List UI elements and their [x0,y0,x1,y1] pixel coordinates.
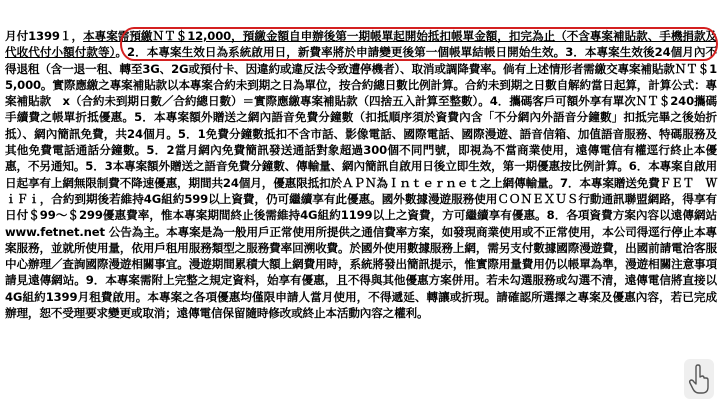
prepaid-clause-highlighted: 本專案需預繳ＮＴ＄12,000，預繳金額自申辦後第一期帳單起開始抵扣帳單金額，扣完為止（不含專案補貼款、手機捐款及代收代付小額付款等） [5,29,717,60]
pointer-hand-icon [688,364,710,394]
terms-text [5,28,717,321]
pointer-hand-button[interactable] [684,359,714,399]
terms-intro: 月付1399１， [5,29,84,43]
terms-body: 。2．本專案生效日為系統啟用日，新費率將於申請變更後第一個帳單結帳日開始生效。3．本專案生效後24個月內不得退租（含一退一租、轉至3G、2G或預付卡、因違約或違反法令致遭停機者）、取消或調降費率。倘有上述情形者需繳交專案補貼款ＮＴ＄15,000。實際應繳之專案補貼款以本專案合約未到期之日為單位，按合約總日數比例計算。合約未到期之日數自解約當日起算，計算公式：專案補貼款 x（合約未到期日數／合約總日數）＝實際應繳專案補貼款（四捨五入計算至整數）。4．攜碼客戶可額外享有單次ＮＴ＄240攜碼手續費之帳單折抵優惠。5．本專案額外贈送之網內語音免費分鐘數（扣抵順序須於資費內含「不分網內外語音分鐘數」扣抵完畢之後始折抵）、網內簡訊免費，共24個月。5．1免費分鐘數抵扣不含市話、影像電話、國際電話、國際漫遊、語音信箱、加值語音服務、特碼服務及其他免費電話通話分鐘數。5．2當月網內免費簡訊發送通話對象超過300個不同門號，即視為不當商業使用，遠傳電信有權逕行終止本優惠，不另通知。5．3本專案額外贈送之語音免費分鐘數、傳輸量、網內簡訊自啟用日後立即生效，第一期優惠按比例計算。6．本專案自啟用日起享有上網無限制費不降速優惠，期間共24個月，優惠限抵扣於ＡＰＮ為Ｉｎｔｅｒｎｅｔ之上網傳輸量。7．本專案贈送免費ＦＥＴ ＷｉＦｉ，合約到期後若維持4G組約599以上資費，仍可繼續享有此優惠。國外數據漫遊服務使用ＣＯＮＥＸＵＳ行動通訊聯盟網路，得享有日付＄99～＄299優惠費率，惟本專案期間終止後需維持4G組約1199以上之資費，方可繼續享有優惠。8．各項資費方案內容以遠傳網站 www.fetnet.net 公告為主。本專案是為一般用戶正常使用所提供之通信費率方案，如發現商業使用或不正常使用，本公司得逕行停止本專案服務，並就所使用量，依用戶租用服務類型之服務費率回溯收費。於國外使用數據服務上網，需另支付數據國際漫遊費，出國前請電洽客服中心辦理／查詢國際漫遊相關事宜。漫遊期間累積大額上網費用時，系統將發出簡訊提示，惟實際用量費用仍以帳單為準，漫遊相關注意事項請見遠傳網站。9．本專案需附上完整之規定資料，始享有優惠，且不得與其他優惠方案併用。若未勾選服務或勾選不清，遠傳電信將直接以4G組約1399月租費啟用。本專案之各項優惠均僅限申請人當月使用，不得遞延、轉讓或折現。請確認所選擇之專案及優惠內容，若已完成辦理，恕不受理要求變更或取消；遠傳電信保留隨時修改或終止本活動內容之權利。 [5,45,717,321]
